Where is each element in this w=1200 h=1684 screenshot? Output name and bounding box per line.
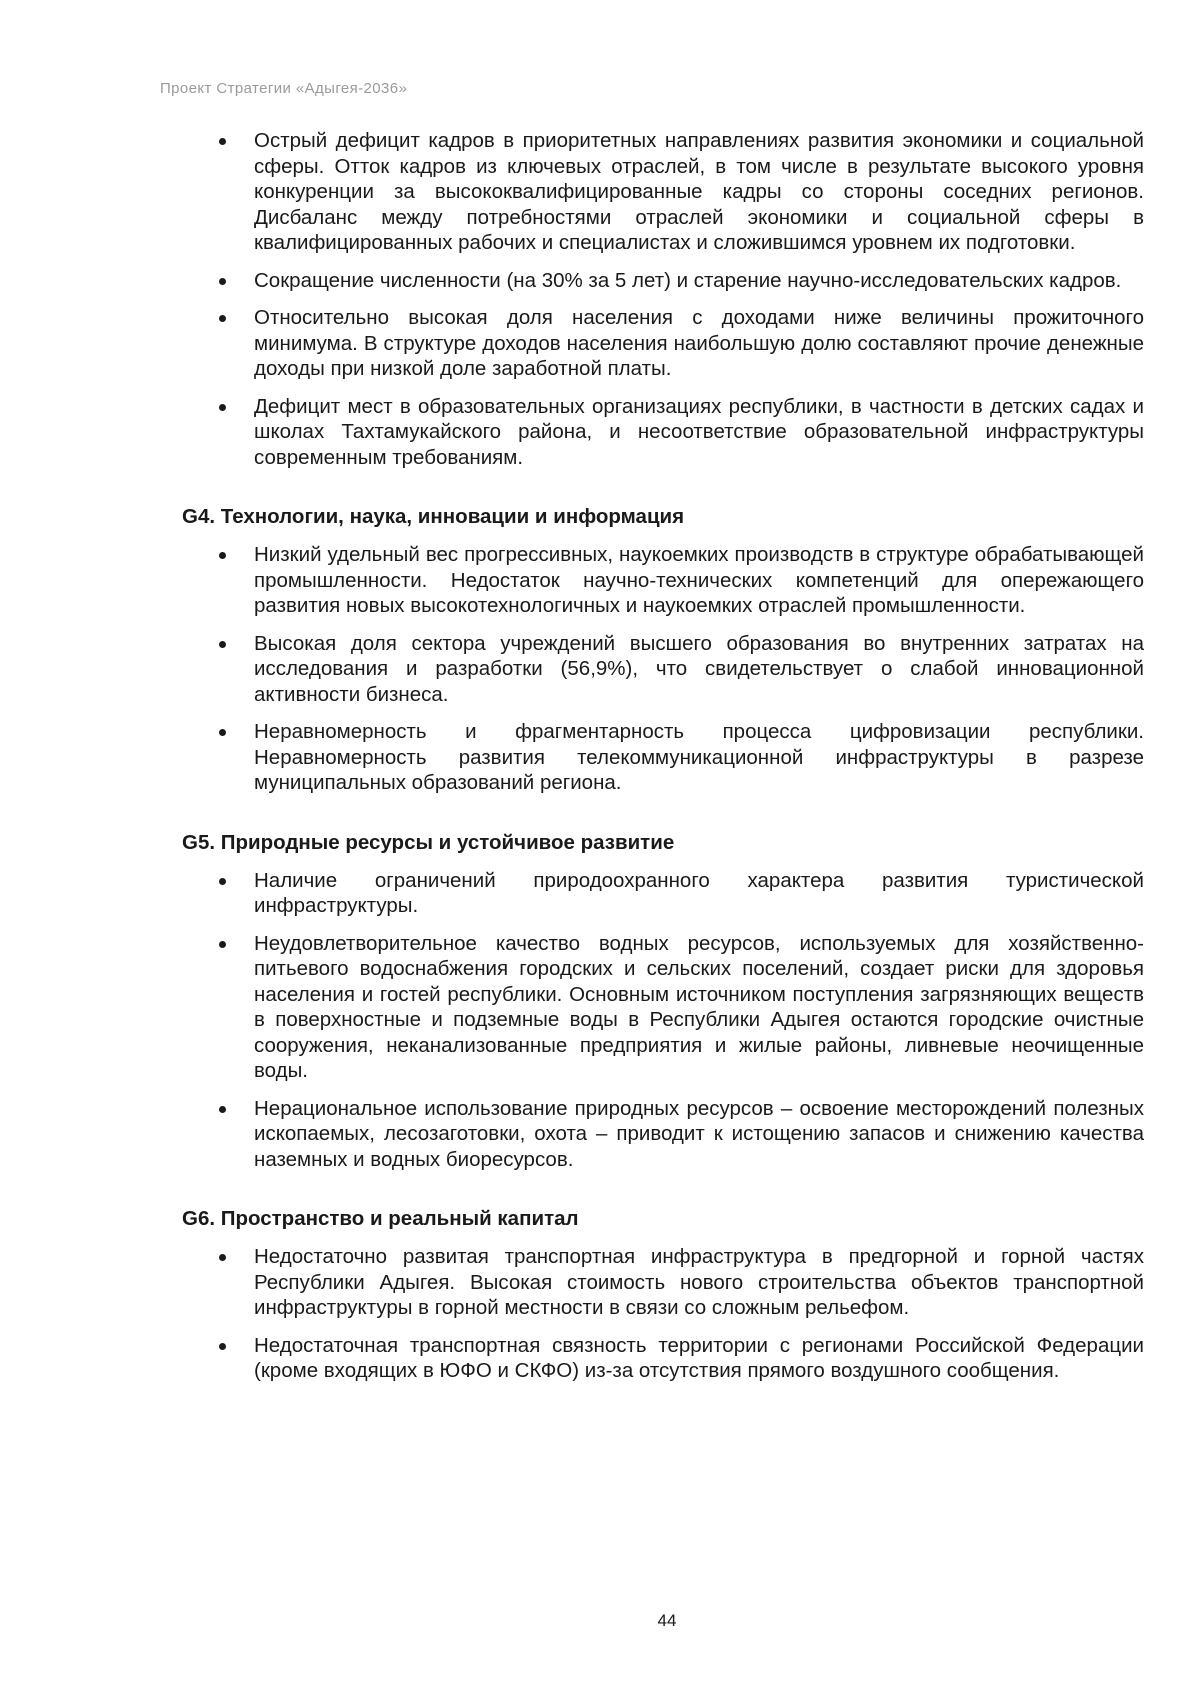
bullet-item <box>182 542 1144 619</box>
bullet-text: Нерациональное использование природных ресурсов – освоение месторождений полезных ископаемых, лесозаготовки, охота – приводит к истощению запасов и снижению качества наземных и водных биоресурсов. <box>254 1096 1144 1171</box>
bullet-item <box>182 719 1144 796</box>
bullet-text: Наличие ограничений природоохранного характера развития туристической инфраструктуры. <box>254 868 1144 917</box>
bullet-dot-icon <box>219 138 226 145</box>
bullet-text: Острый дефицит кадров в приоритетных направлениях развития экономики и социальной сферы. Отток кадров из ключевых отраслей, в том числе в результате высокого уровня конкуренции за высококвалифицированные кадры со стороны соседних регионов. Дисбаланс между потребностями отраслей экономики и социальной сферы в квалифицированных рабочих и специалистах и сложившимся уровнем их подготовки. <box>254 129 1144 254</box>
section-title-g6: G6. Пространство и реальный капитал <box>182 1207 579 1230</box>
section-g6-bullet-list <box>182 1244 1144 1384</box>
bullet-dot-icon <box>219 1106 226 1113</box>
bullet-text: Неравномерность и фрагментарность процесса цифровизации республики. Неравномерность развития телекоммуникационной инфраструктуры в разрезе муниципальных образований региона. <box>254 720 1144 794</box>
bullet-item <box>182 128 1144 256</box>
bullet-item <box>182 931 1144 1084</box>
bullet-dot-icon <box>219 552 226 559</box>
bullet-dot-icon <box>219 729 226 736</box>
page-number: 44 <box>657 1611 677 1630</box>
bullet-text: Недостаточная транспортная связность территории с регионами Российской Федерации (кроме входящих в ЮФО и СКФО) из-за отсутствия прямого воздушного сообщения. <box>254 1333 1144 1382</box>
bullet-item <box>182 1333 1144 1384</box>
bullet-text: Недостаточно развитая транспортная инфраструктура в предгорной и горной частях Республики Адыгея. Высокая стоимость нового строительства объектов транспортной инфраструктуры в горной местности в связи со сложным рельефом. <box>254 1245 1144 1319</box>
running-header: Проект Стратегии «Адыгея-2036» <box>160 80 408 97</box>
bullet-dot-icon <box>219 404 226 411</box>
page-content <box>182 128 1144 1396</box>
bullet-text: Высокая доля сектора учреждений высшего образования во внутренних затратах на исследования и разработки (56,9%), что свидетельствует о слабой инновационной активности бизнеса. <box>254 631 1144 706</box>
bullet-text: Относительно высокая доля населения с доходами ниже величины прожиточного минимума. В структуре доходов населения наибольшую долю составляют прочие денежные доходы при низкой доле заработной платы. <box>254 306 1144 380</box>
bullet-text: Сокращение численности (на 30% за 5 лет) и старение научно-исследовательских кадров. <box>254 268 1122 292</box>
bullet-dot-icon <box>219 278 226 285</box>
bullet-dot-icon <box>219 641 226 648</box>
bullet-item <box>182 305 1144 382</box>
bullet-dot-icon <box>219 1254 226 1261</box>
bullet-item <box>182 268 1144 294</box>
bullet-item <box>182 868 1144 919</box>
section-g5-bullet-list <box>182 868 1144 1173</box>
bullet-dot-icon <box>219 941 226 948</box>
bullet-item <box>182 1096 1144 1173</box>
bullet-text: Неудовлетворительное качество водных ресурсов, используемых для хозяйственно-питьевого водоснабжения городских и сельских поселений, создает риски для здоровья населения и гостей республики. Основным источником поступления загрязняющих веществ в поверхностные и подземные воды в Республики Адыгея остаются городские очистные сооружения, неканализованные предприятия и жилые районы, ливневые неочищенные воды. <box>254 931 1144 1082</box>
bullet-dot-icon <box>219 315 226 322</box>
section-title-g4: G4. Технологии, наука, инновации и информация <box>182 505 685 528</box>
bullet-item <box>182 1244 1144 1321</box>
bullet-item <box>182 631 1144 708</box>
bullet-text: Низкий удельный вес прогрессивных, наукоемких производств в структуре обрабатывающей промышленности. Недостаток научно-технических компетенций для опережающего развития новых высокотехнологичных и наукоемких отраслей промышленности. <box>254 543 1144 617</box>
bullet-item <box>182 394 1144 471</box>
bullet-dot-icon <box>219 878 226 885</box>
bullet-text: Дефицит мест в образовательных организациях республики, в частности в детских садах и школах Тахтамукайского района, и несоответствие образовательной инфраструктуры современным требованиям. <box>254 394 1144 469</box>
bullet-dot-icon <box>219 1343 226 1350</box>
intro-bullet-list <box>182 128 1144 470</box>
section-g4-bullet-list <box>182 542 1144 796</box>
section-title-g5: G5. Природные ресурсы и устойчивое развитие <box>182 830 675 854</box>
